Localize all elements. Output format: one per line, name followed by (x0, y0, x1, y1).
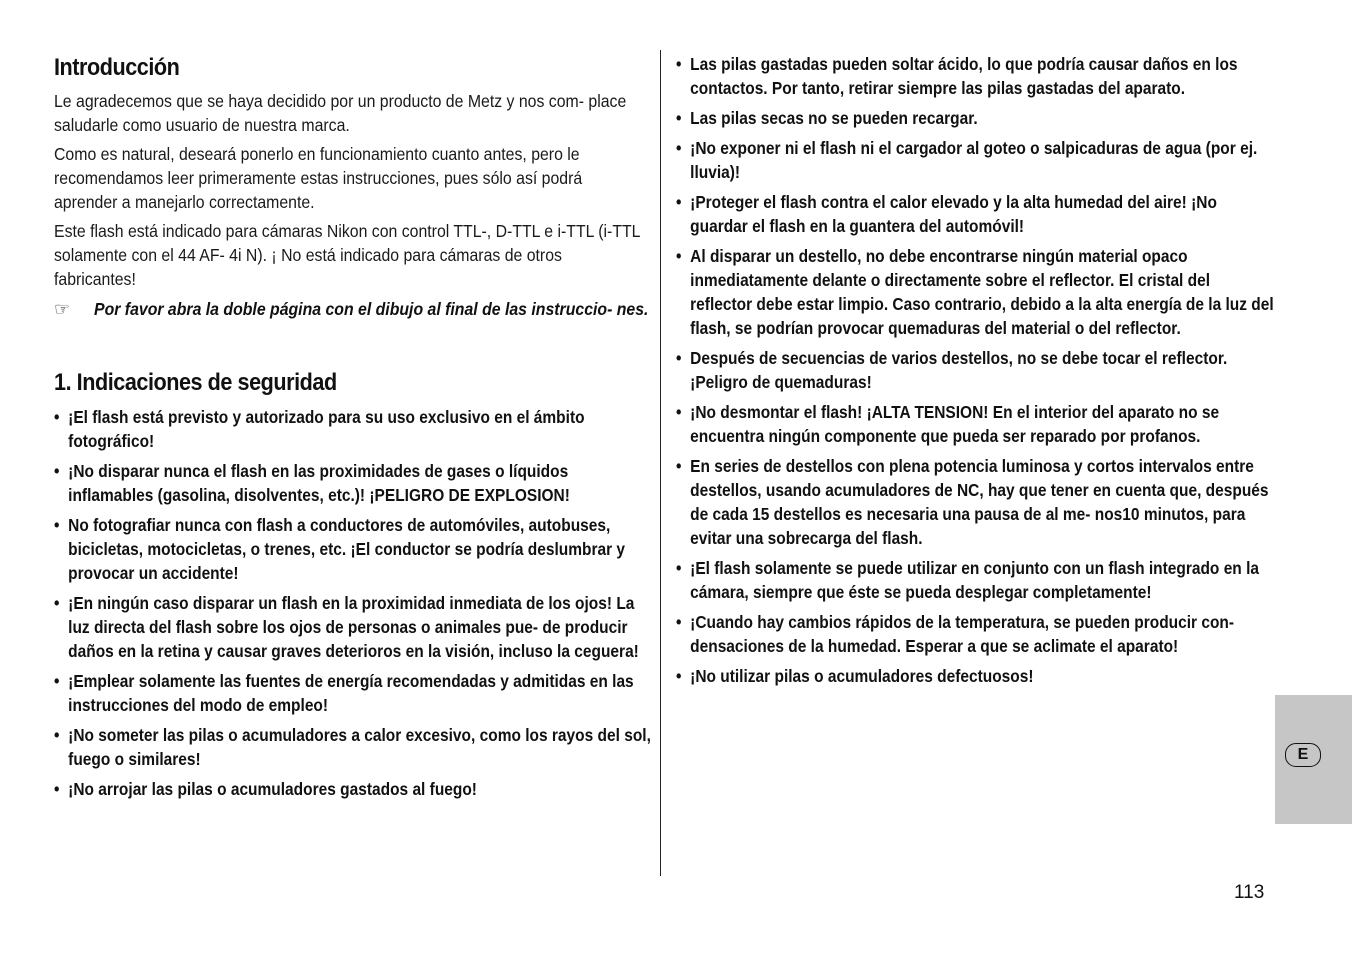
list-item: • ¡No disparar nunca el flash en las proximidades de gases o líquidos inflamables (gasolina, disolventes, etc.)! ¡PELIGRO DE EXPLOSION! (54, 459, 652, 507)
intro-title: Introducción (54, 54, 180, 81)
list-item: • Las pilas gastadas pueden soltar ácido, lo que podría causar daños en los contactos. Por tanto, retirar siempre las pilas gastadas del aparato. (676, 52, 1274, 100)
list-item: • ¡No exponer ni el flash ni el cargador al goteo o salpicaduras de agua (por ej. lluvia)! (676, 136, 1274, 184)
list-item: • En series de destellos con plena potencia luminosa y cortos intervalos entre destellos, usando acumuladores de NC, hay que tener en cuenta que, después de cada 15 destellos es necesaria una pausa de al me- nos10 minutos, para evitar una sobrecarga del flash. (676, 454, 1274, 550)
safety-list-right (676, 52, 1352, 694)
list-item: • ¡Proteger el flash contra el calor elevado y la alta humedad del aire! ¡No guardar el flash en la guantera del automóvil! (676, 190, 1274, 238)
list-item: • ¡Cuando hay cambios rápidos de la temperatura, se pueden producir con- densaciones de la humedad. Esperar a que se aclimate el aparato! (676, 610, 1274, 658)
safety-title: 1. Indicaciones de seguridad (54, 369, 337, 396)
page-number: 113 (1234, 882, 1265, 903)
list-item: • ¡El flash solamente se puede utilizar en conjunto con un flash integrado en la cámara, siempre que éste se pueda desplegar completamente! (676, 556, 1274, 604)
list-item: • ¡El flash está previsto y autorizado para su uso exclusivo en el ámbito fotográfico! (54, 405, 652, 453)
list-item: • Las pilas secas no se pueden recargar. (676, 106, 1274, 130)
list-item: • ¡No arrojar las pilas o acumuladores gastados al fuego! (54, 777, 652, 801)
list-item: • Al disparar un destello, no debe encontrarse ningún material opaco inmediatamente delante o directamente sobre el reflector. El cristal del reflector debe estar limpio. Caso contrario, debido a la alta energía de la luz del flash, se podrían provocar quemaduras del material o del reflector. (676, 244, 1274, 340)
intro-paragraph-1: Le agradecemos que se haya decidido por un producto de Metz y nos com- place saludarle como usuario de nuestra marca. (54, 91, 627, 135)
language-badge: E (1285, 743, 1321, 767)
column-divider (660, 50, 661, 876)
list-item: • ¡No desmontar el flash! ¡ALTA TENSION! En el interior del aparato no se encuentra ningún componente que pueda ser reparado por profanos. (676, 400, 1274, 448)
intro-paragraph-2: Como es natural, deseará ponerlo en funcionamiento cuanto antes, pero le recomendamos leer primeramente estas instrucciones, pues sólo así podrá aprender a manejarlo correctamente. (54, 144, 583, 212)
pointing-hand-icon: ☞ (54, 299, 71, 319)
safety-list-left (54, 405, 730, 807)
list-item: • ¡No utilizar pilas o acumuladores defectuosos! (676, 664, 1274, 688)
list-item: • ¡En ningún caso disparar un flash en la proximidad inmediata de los ojos! La luz directa del flash sobre los ojos de personas o animales pue- de producir daños en la retina y causar graves deterioros en la visión, incluso la ceguera! (54, 591, 652, 663)
list-item: • ¡No someter las pilas o acumuladores a calor excesivo, como los rayos del sol, fuego o similares! (54, 723, 652, 771)
list-item: • Después de secuencias de varios destellos, no se debe tocar el reflector. ¡Peligro de quemaduras! (676, 346, 1274, 394)
list-item: • No fotografiar nunca con flash a conductores de automóviles, autobuses, bicicletas, motocicletas, o trenes, etc. ¡El conductor se podría deslumbrar y provocar un accidente! (54, 513, 652, 585)
drawing-note-text: Por favor abra la doble página con el dibujo al final de las instruccio- nes. (94, 299, 649, 319)
intro-paragraph-3: Este flash está indicado para cámaras Nikon con control TTL-, D-TTL e i-TTL (i-TTL solamente con el 44 AF- 4i N). ¡ No está indicado para cámaras de otros fabricantes! (54, 221, 640, 289)
language-tab (1275, 695, 1352, 824)
list-item: • ¡Emplear solamente las fuentes de energía recomendadas y admitidas en las instrucciones del modo de empleo! (54, 669, 652, 717)
